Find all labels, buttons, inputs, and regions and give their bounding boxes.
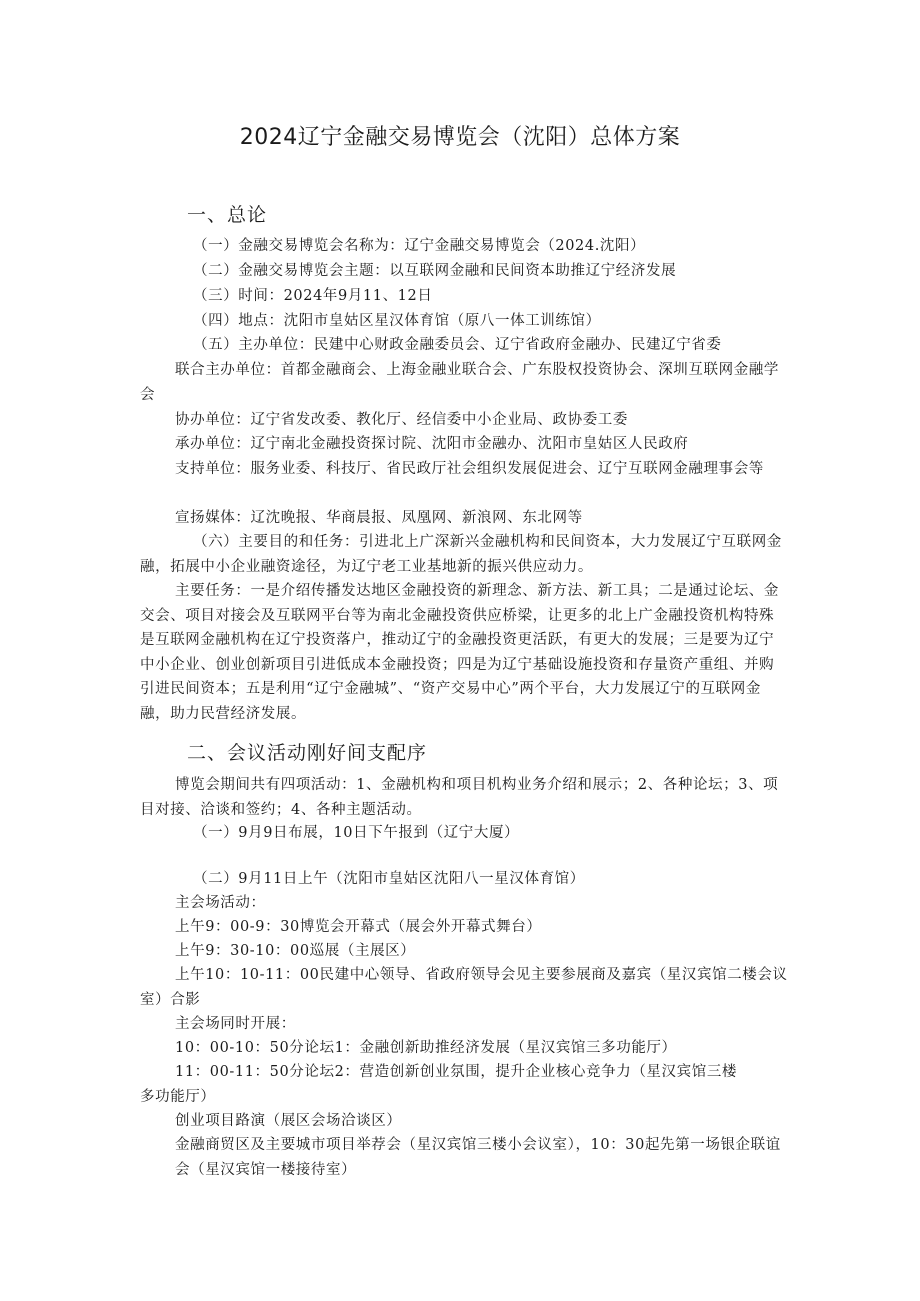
- tasks-paragraph: 主要任务：一是介绍传播发达地区金融投资的新理念、新方法、新工具；二是通过论坛、金交会、项目对接会及互联网平台等为南北金融投资供应桥梁，让更多的北上广金融投资机构特殊是互联网金融机构在辽宁投资落户，推动辽宁的金融投资更活跃，有更大的发展；三是要为辽宁中小企业、创业创新项目引进低成本金融投资；四是为辽宁基础设施投资和存量资产重组、并购引进民间资本；五是利用“辽宁金融城”、“资产交易中心”两个平台，大力发展辽宁的互联网金融，助力民营经济发展。: [140, 583, 779, 722]
- section1-heading: 一、总论: [187, 204, 268, 226]
- roadshow: 创业项目路演（展区会场洽谈区）: [175, 1113, 402, 1129]
- main-venue-label: 主会场活动：: [175, 895, 266, 911]
- section2-heading: 二、会议活动刚好间支配序: [187, 742, 428, 764]
- forum-1: 10：00-10：50分论坛1：金融创新助推经济发展（星汉宾馆三多功能厅）: [175, 1040, 677, 1056]
- item-5: （五）主办单位：民建中心财政金融委员会、辽宁省政府金融办、民建辽宁省委: [193, 337, 722, 353]
- co-host-units: 联合主办单位：首都金融商会、上海金融业联合会、广东股权投资协会、深圳互联网金融学会: [140, 362, 779, 403]
- media-units: 宣扬媒体：辽沈晚报、华商晨报、凤凰网、新浪网、东北网等: [175, 510, 583, 526]
- activities-intro: 博览会期间共有四项活动：1、金融机构和项目机构业务介绍和展示；2、各种论坛；3、项目对接、洽谈和签约；4、各种主题活动。: [140, 777, 779, 818]
- day2-arrangement: （二）9月11日上午（沈阳市皇姑区沈阳八一星汉体育馆）: [193, 871, 585, 887]
- document-title: 2024辽宁金融交易博览会（沈阳）总体方案: [239, 125, 681, 150]
- project-recommendation: 金融商贸区及主要城市项目举荐会（星汉宾馆三楼小会议室），10：30起先第一场银企联谊会（星汉宾馆一楼接待室）: [175, 1137, 781, 1178]
- day1-arrangement: （一）9月9日布展，10日下午报到（辽宁大厦）: [193, 825, 520, 841]
- schedule-meeting: 上午10：10-11：00民建中心领导、省政府领导会见主要参展商及嘉宾（星汉宾馆二楼会议室）合影: [140, 967, 788, 1008]
- undertake-units: 承办单位：辽宁南北金融投资探讨院、沈阳市金融办、沈阳市皇姑区人民政府: [175, 436, 689, 452]
- item-1: （一）金融交易博览会名称为：辽宁金融交易博览会（2024.沈阳）: [193, 238, 646, 254]
- item-3: （三）时间：2024年9月11、12日: [193, 288, 433, 304]
- item-2: （二）金融交易博览会主题：以互联网金融和民间资本助推辽宁经济发展: [193, 263, 677, 279]
- schedule-opening: 上午9：00-9：30博览会开幕式（展会外开幕式舞台）: [175, 919, 542, 935]
- item-4: （四）地点：沈阳市皇姑区星汉体育馆（原八一体工训练馆）: [193, 313, 601, 329]
- forum-2: 11：00-11：50分论坛2：营造创新创业氛围，提升企业核心竞争力（星汉宾馆三楼多功能厅）: [140, 1064, 738, 1105]
- support-units: 支持单位：服务业委、科技厅、省民政厅社会组织发展促进会、辽宁互联网金融理事会等: [175, 461, 764, 477]
- parallel-label: 主会场同时开展：: [175, 1016, 296, 1032]
- assist-units: 协办单位：辽宁省发改委、教化厅、经信委中小企业局、政协委工委: [175, 412, 628, 428]
- schedule-tour: 上午9：30-10：00巡展（主展区）: [175, 943, 416, 959]
- goal-paragraph: （六）主要目的和任务：引进北上广深新兴金融机构和民间资本，大力发展辽宁互联网金融，拓展中小企业融资途径，为辽宁老工业基地新的振兴供应动力。: [140, 534, 782, 575]
